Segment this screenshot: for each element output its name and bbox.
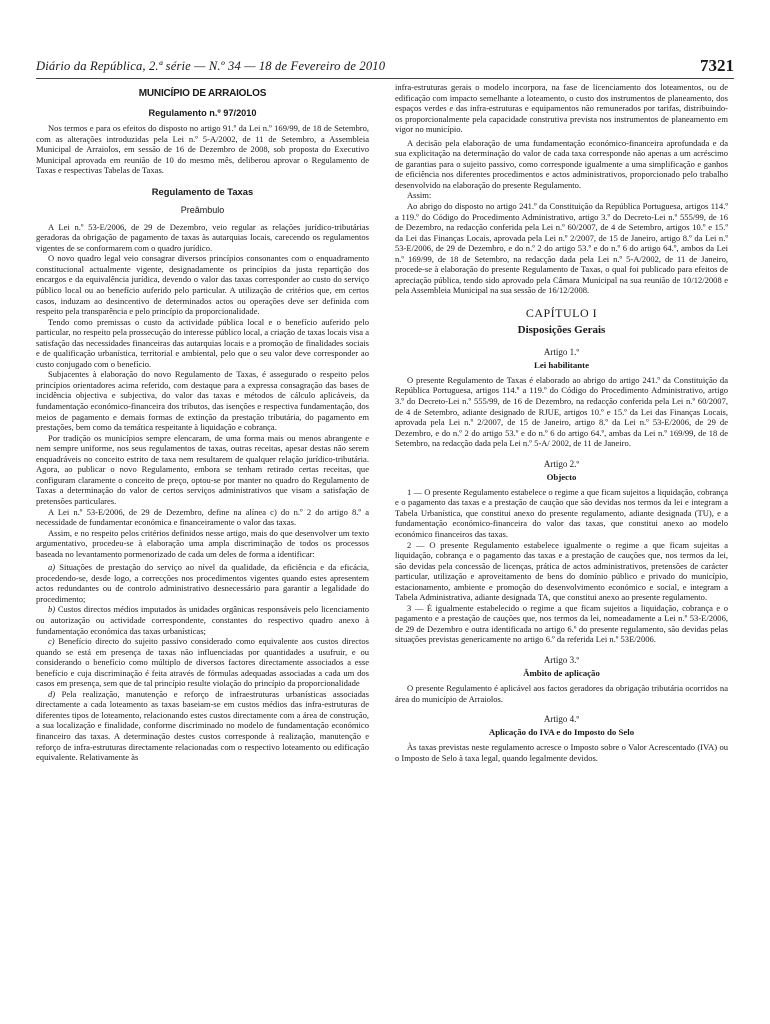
list-item [36, 636, 369, 689]
list-marker: a) [48, 562, 56, 573]
right-column [395, 82, 728, 1002]
preamble-paragraph: O novo quadro legal veio consagrar diversos princípios consonantes com o enquadramento constitucional actualmente vigente, designadamente os princípios da justa repartição dos encargos e da equivalência jurídica, devendo o valor das taxas corresponder ao custo do serviço público local ou ao benefício auferido pelo particular. A utilização de critérios que, em certos casos, induzam ao desincentivo de determinados actos ou operações deve ser definida com respeito pela transparência e pelo princípio da proporcionalidade. [36, 253, 369, 317]
article-text: 3 — É igualmente estabelecido o regime a que ficam sujeitos a liquidação, cobrança e o pagamento e a prestação de cauções que, nos termos da lei, nomeadamente a Lei n.º 53-E/2006, de 29 de Dezembro e outra identificada no artigo 6.º do presente regulamento, são devidas pelas situações previstas genericamente no artigo 6.º da referida Lei n.º 53E/2006. [395, 602, 728, 645]
list-item [36, 689, 369, 763]
list-marker: c) [48, 636, 55, 647]
article-text: O presente Regulamento de Taxas é elaborado ao abrigo do artigo 241.º da Constituição da República Portuguesa, artigos 114.º a 119.º do Código do Procedimento Administrativo, artigo 3.º do Decreto-Lei n.º 555/99, de 16 de Dezembro, na redacção conferida pela Lei n.º 60/2007, de 4 de Setembro, adiante designado de RJUE, artigos 10.º e 15.º da Lei das Finanças Locais, aprovada pela Lei n.º 2/2007, de 15 de Janeiro, artigo 8.º da Lei n.º 53-E/2006, de 29 de Dezembro, e do n.º 2 do artigo 53.º e do n.º 6 do artigo 64.º, ambas da Lei n.º 169/99, de 18 de Setembro, na redacção dada pela Lei n.º 5-A/ 2002, de 11 de Janeiro. [395, 374, 728, 449]
preamble-paragraph: Assim, e no respeito pelos critérios definidos nesse artigo, mais do que desenvolver um texto argumentativo, procedeu-se à elaboração uma ampla discriminação de todos os processos baseada no levantamento pormenorizado de cada um deles de forma a identificar: [36, 527, 369, 559]
article-text: 2 — O presente Regulamento estabelece igualmente o regime a que ficam sujeitas a liquidação, cobrança e o pagamento das taxas e a prestação de cauções que, nos termos da lei, são devidas pela concessão de licenças, prática de actos administrativos, pretensões de carácter particular, utilização e aproveitamento de bens do domínio público e privado do município, estacionamento, ambiente e promoção do desenvolvimento económico e social, e integram a Tabela Administrativa, adiante designada TA, que constitui anexo ao presente regulamento. [395, 539, 728, 603]
preamble-paragraph: A Lei n.º 53-E/2006, de 29 de Dezembro, veio regular as relações jurídico-tributárias geradoras da obrigação de pagamento de taxas às autarquias locais, carecendo os regulamentos vigentes de se conformarem com o quadro jurídico. [36, 221, 369, 253]
article-text: 1 — O presente Regulamento estabelece o regime a que ficam sujeitos a liquidação, cobrança e o pagamento das taxas e a prestação de caução que são devidas nos termos da lei e integram a Tabela Urbanística, que constitui anexo do presente regulamento, adiante designada (TU), e a fundamentação económico-financeira do valor das taxas, que constitui anexo ao modelo económico financeiros das taxas. [395, 486, 728, 539]
article-label: Artigo 3.º [543, 654, 580, 665]
article-text: O presente Regulamento é aplicável aos factos geradores da obrigação tributária ocorridos na área do município de Arraiolos. [395, 682, 728, 704]
journal-title: Diário da República, 2.ª série — N.º 34 — 18 de Fevereiro de 2010 [36, 59, 386, 73]
preamble-paragraph: Subjacentes à elaboração do novo Regulamento de Taxas, é assegurado o respeito pelos princípios orientadores acima referido, com destaque para a expressa consagração das bases de incidência objectiva e subjectiva, do valor das taxas e métodos de cálculo aplicáveis, da fundamentação económico-financeira dos tributos, das isenções e respectiva fundamentação, dos meios de pagamento e demais formas de extinção da prestação tributária, do pagamento em prestações, bem como da temática respeitante à liquidação e cobrança. [36, 369, 369, 433]
article-text: Às taxas previstas neste regulamento acresce o Imposto sobre o Valor Acrescentado (IVA) ou o Imposto de Selo à taxa legal, quando legalmente devidos. [395, 742, 728, 763]
preamble-paragraph: Ao abrigo do disposto no artigo 241.º da Constituição da República Portuguesa, artigos 114.º a 119.º do Código do Procedimento Administrativo, artigo 3.º do Decreto-Lei n.º 555/99, de 16 de Dezembro, na redacção conferida pela Lei n.º 60/2007, de 4 de Setembro, artigos 10.º e 15.º da Lei das Finanças Locais, aprovada pela Lei n.º 2/2007, de 15 de Janeiro, artigo 8.º da Lei n.º 53-E/2006, de 29 de Dezembro, e do n.º 2 do artigo 53.º e do n.º 6 do artigo 64.º, ambos da Lei n.º 169/99, de 18 de Setembro, na redacção dada pela Lei n.º 5-A/2002, de 11 de Janeiro, procede-se à elaboração do presente Regulamento de Taxas, o qual foi publicado para efeitos de apreciação pública, tendo sido aprovado pela Câmara Municipal na sua reunião de 10/12/2008 e pela Assembleia Municipal na sua sessão de 16/12/2008. [395, 201, 728, 296]
article-title: Lei habilitante [534, 359, 589, 370]
institution-heading: MUNICÍPIO DE ARRAIOLOS [138, 88, 267, 99]
article-label: Artigo 2.º [543, 458, 580, 469]
preamble-paragraph: Tendo como premissas o custo da actividade pública local e o benefício auferido pelo particular, no respeito pela prossecução do interesse público local, a criação de taxas locais visa a satisfação das necessidades financeiras das autarquias locais e a promoção de finalidades sociais e de qualificação urbanística, territorial e ambiental, pelo que o seu valor deve corresponder ao custo conjugado com o benefício. [36, 316, 369, 369]
list-item-text: Situações de prestação do serviço ao nível da qualidade, da eficiência e da eficácia, procedendo-se, desde logo, a correcções nos procedimentos vigentes quando estes apresentem actos redundantes ou de controlo administrativo desnecessário para garantir a legalidade do procedimento; [36, 562, 369, 604]
list-item-text: Pela realização, manutenção e reforço de infraestruturas urbanísticas associadas directamente a cada loteamento as taxas baseiam-se em custos médios das infra-estruturas de diferentes tipos de loteamento, relacionando estes custos directamente com a área de construção, a sua localização e finalidade, conforme discriminado no modelo de fundamentação económico financeiro das taxas. A determinação destes custos corresponde à realização, manutenção e reforço de infra-estruturas directamente relacionadas com o respectivo loteamento ou edificação equivalente. Relativamente às [36, 688, 369, 763]
article-label: Artigo 1.º [543, 346, 580, 357]
page-number: 7321 [700, 56, 734, 75]
preamble-heading: Preâmbulo [180, 204, 225, 215]
list-item [36, 562, 369, 604]
article-label: Artigo 4.º [543, 714, 580, 725]
list-marker: d) [48, 688, 56, 699]
page-header [36, 50, 734, 79]
preamble-paragraph: A Lei n.º 53-E/2006, de 29 de Dezembro, define na alínea c) do n.º 2 do artigo 8.º a necessidade de fundamentar económica e financeiramente o valor das taxas. [36, 506, 369, 528]
article-title: Objecto [546, 471, 577, 482]
intro-paragraph: Nos termos e para os efeitos do disposto no artigo 91.º da Lei n.º 169/99, de 18 de Setembro, com as alterações introduzidas pela Lei n.º 5-A/2002, de 11 de Setembro, a Assembleia Municipal de Arraiolos, em sessão de 16 de Dezembro de 2008, sob proposta do Executivo Municipal aprovada em reunião de 10 do mesmo mês, deliberou aprovar o Regulamento de Taxas e respectivas Tabelas de Taxas. [36, 123, 369, 176]
assim-line: Assim: [407, 190, 432, 201]
article-title: Âmbito de aplicação [523, 667, 600, 678]
list-item [36, 604, 369, 636]
document-title: Regulamento de Taxas [151, 185, 254, 197]
chapter-heading: CAPÍTULO I [525, 305, 598, 320]
regulation-number: Regulamento n.º 97/2010 [148, 108, 257, 118]
list-item-text: Benefício directo do sujeito passivo considerado como equivalente aos custos directos quando se está em presença de taxas não influenciadas por quantidades a usufruir, e ou considerando o benefício como múltiplo de diversos factores directamente associados a esse benefício e cuja discriminação é feita através de fórmulas adequadas associadas a cada um dos casos em presença, sem que de tal princípio resulte violação do princípio da proporcionalidade [36, 636, 369, 689]
preamble-paragraph: Por tradição os municípios sempre elencaram, de uma forma mais ou menos abrangente e nem sempre uniforme, nos seus regulamentos de taxas, outras receitas, apesar destas não serem enquadráveis no conceito estrito de taxa nem resultarem de qualquer relação jurídico-tributária. Agora, ao publicar o novo Regulamento, embora se tenham retirado certas receitas, que configuram claramente o conceito de preço, optou-se por manter no quadro do Regulamento de Taxas a determinação do valor de certos serviços administrativos que visam a satisfação de pretensões particulares. [36, 432, 369, 506]
preamble-paragraph: A decisão pela elaboração de uma fundamentação económico-financeira aprofundada e da sua explicitação na determinação do valor de cada taxa corresponde não apenas a um acréscimo de garantias para o sujeito passivo, como corresponde igualmente a uma simplificação e ganhos de eficiência nos diferentes procedimentos e actos administrativos, proporcionado pelo trabalho desenvolvido na elaboração do presente Regulamento. [395, 137, 728, 190]
list-marker: b) [48, 604, 56, 615]
list-item-text: Custos directos médios imputados às unidades orgânicas responsáveis pelo licenciamento ou autorização ou actividade correspondente, constantes do respectivo quadro anexo à fundamentação económica das taxas urbanísticas; [36, 604, 369, 636]
chapter-title: Disposições Gerais [517, 323, 606, 336]
continuation-paragraph: infra-estruturas gerais o modelo incorpora, na fase de licenciamento dos loteamentos, ou de edificação com impacto semelhante a loteamento, o custo dos instrumentos de planeamento, dos espaços verdes e das infra-estruturas e equipamentos não remunerados por tarifas, distribuindo-os proporcionalmente pela capacidade construtiva prevista nos instrumentos de planeamento em vigor no município. [395, 82, 728, 135]
article-title: Aplicação do IVA e do Imposto do Selo [488, 727, 635, 738]
left-column [36, 82, 369, 1002]
